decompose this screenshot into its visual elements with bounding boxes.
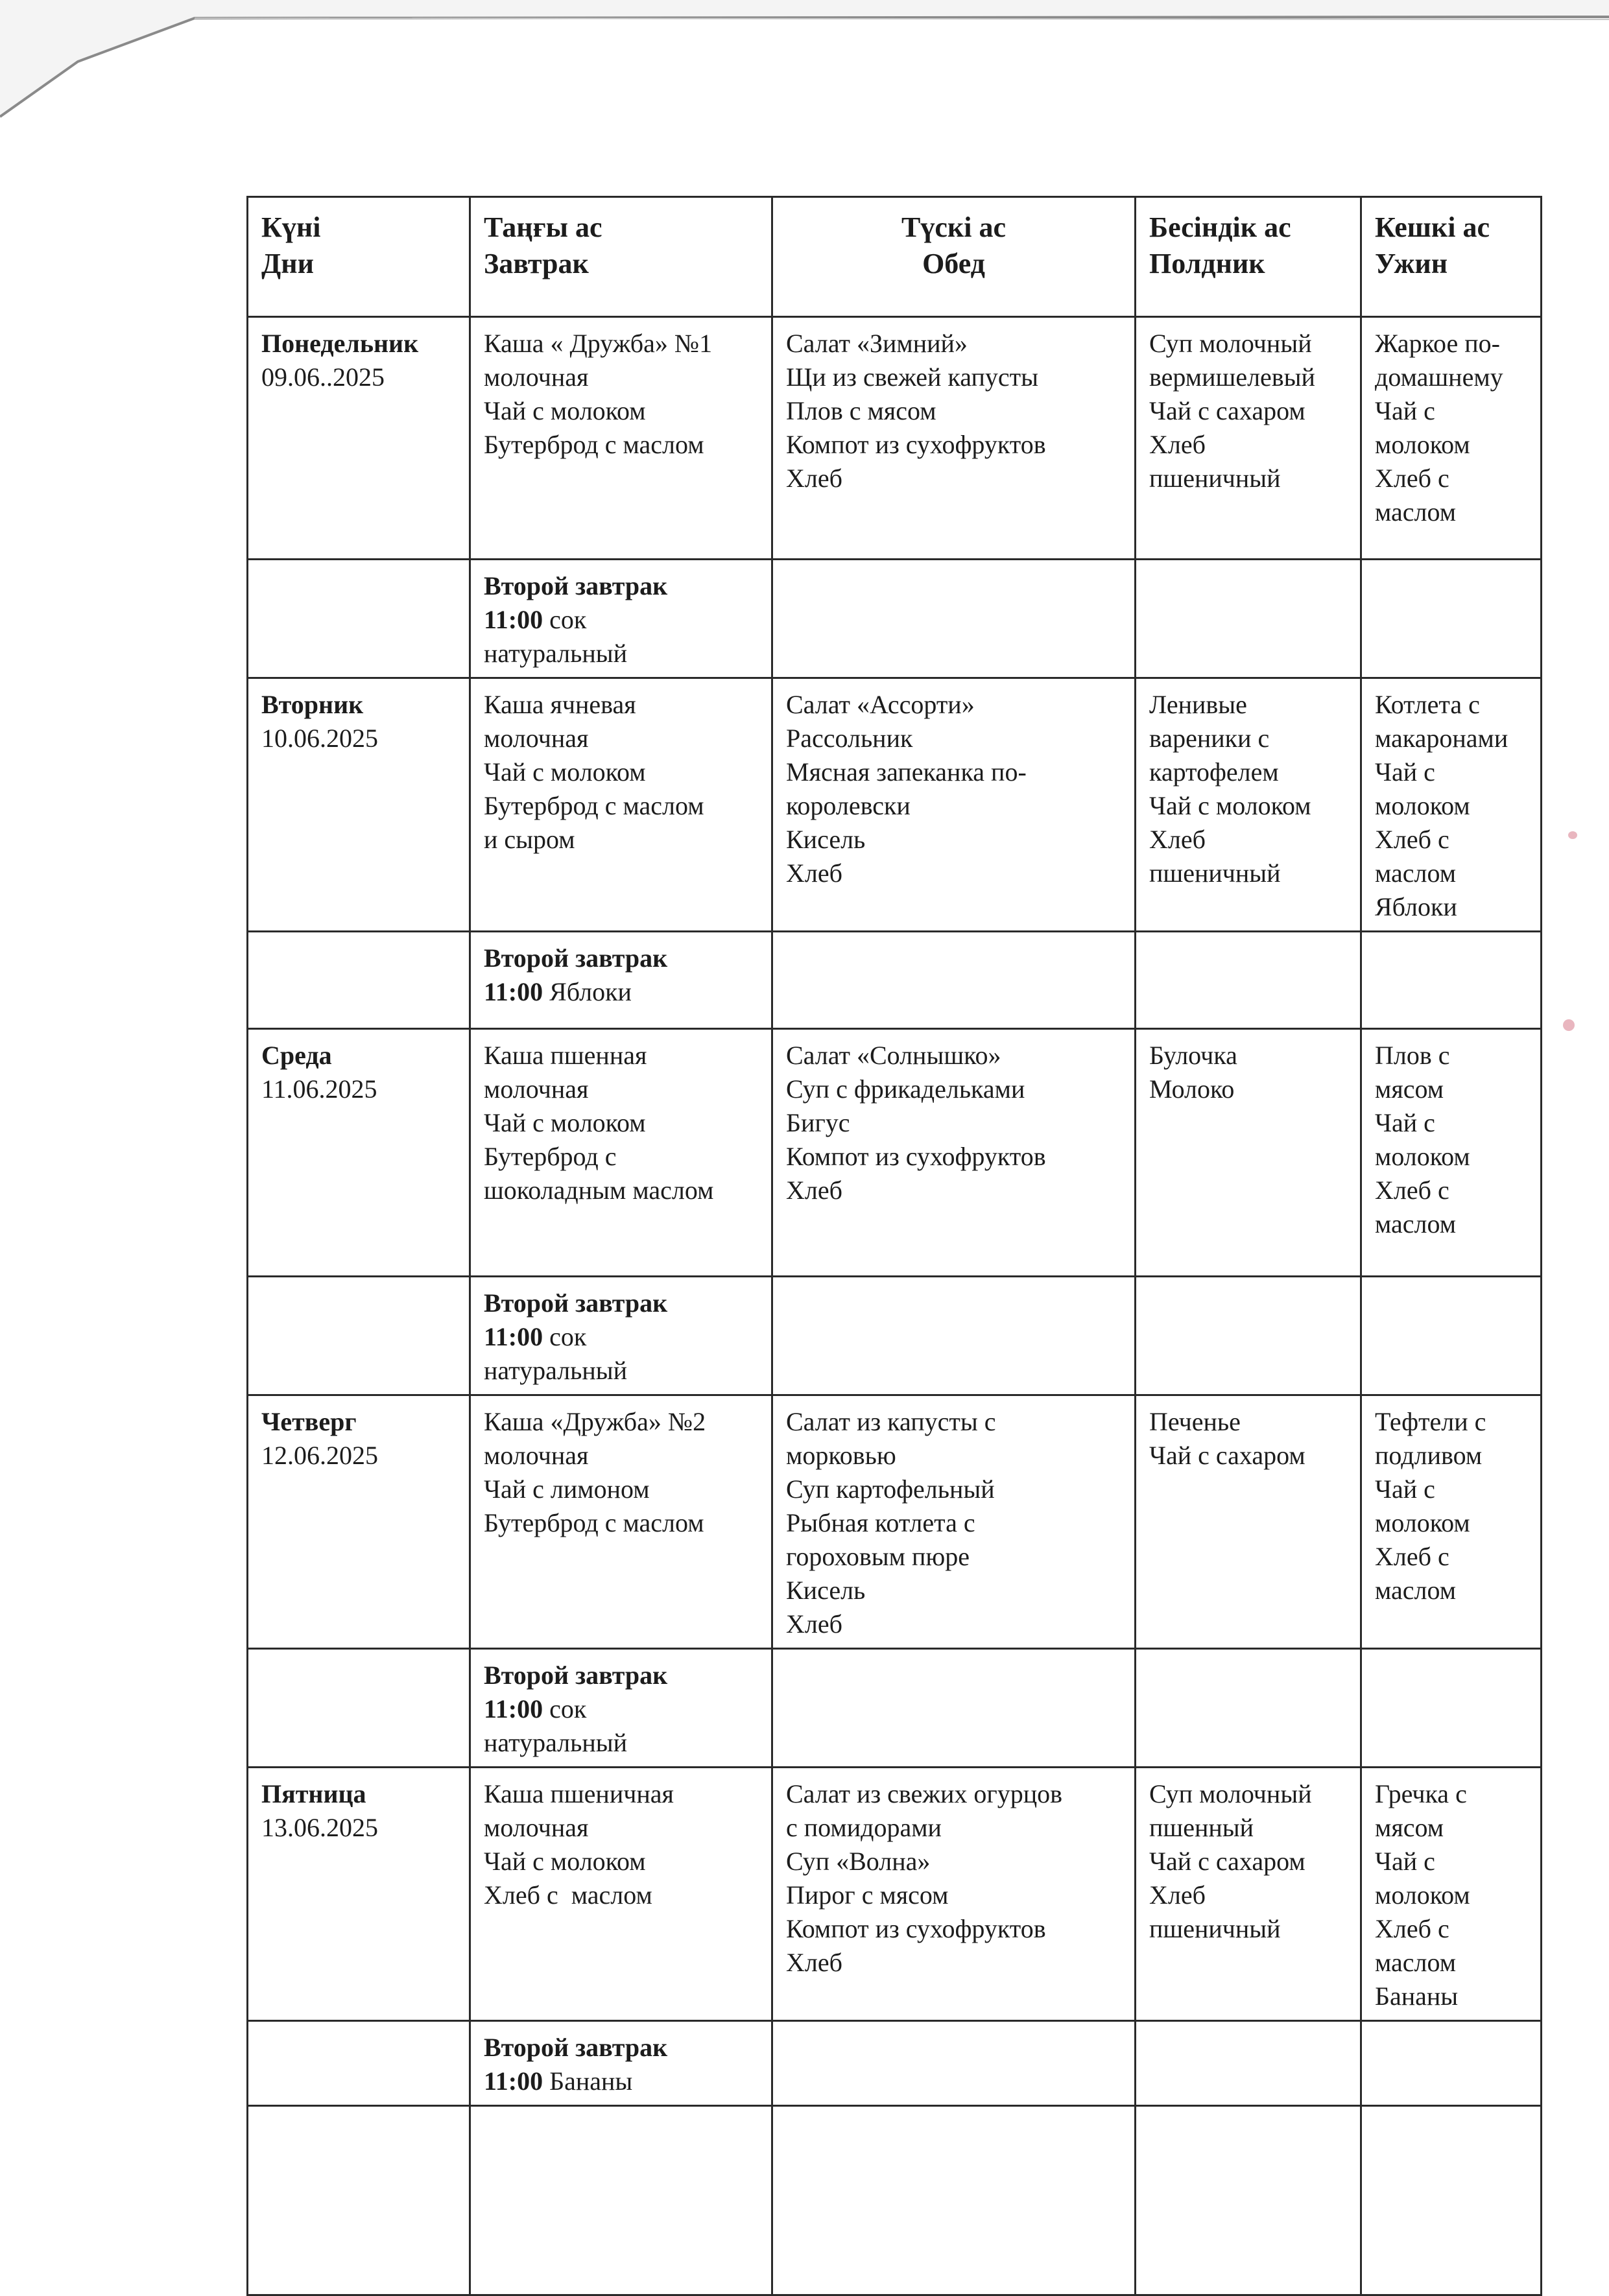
second-breakfast-cell bbox=[470, 560, 772, 678]
lunch-cell bbox=[772, 1768, 1136, 2021]
day-cell bbox=[248, 1768, 470, 2021]
header-day bbox=[248, 197, 470, 317]
menu-item: Тефтели с bbox=[1375, 1407, 1486, 1436]
second-breakfast-row bbox=[248, 932, 1542, 1029]
empty-cell bbox=[772, 932, 1136, 1029]
dinner-cell bbox=[1361, 678, 1542, 932]
header-breakfast-kz: Таңғы ас bbox=[484, 211, 602, 243]
empty-row bbox=[248, 2106, 1542, 2295]
scan-speck bbox=[1568, 831, 1577, 839]
menu-item: Чай с bbox=[1375, 1474, 1435, 1504]
menu-item: Бутерброд с bbox=[484, 1142, 617, 1171]
menu-item: пшеничный bbox=[1149, 464, 1281, 493]
menu-item: Мясная запеканка по- bbox=[786, 757, 1027, 787]
breakfast-cell bbox=[470, 1029, 772, 1277]
empty-cell bbox=[1136, 560, 1361, 678]
header-breakfast-ru: Завтрак bbox=[484, 248, 589, 279]
dinner-cell bbox=[1361, 317, 1542, 560]
menu-item: Хлеб с маслом bbox=[484, 1880, 652, 1910]
day-date: 10.06.2025 bbox=[261, 724, 378, 753]
second-breakfast-extra: натуральный bbox=[484, 1356, 628, 1385]
menu-item: Суп картофельный bbox=[786, 1474, 995, 1504]
menu-item: пшенный bbox=[1149, 1813, 1254, 1842]
empty-cell bbox=[1136, 1649, 1361, 1768]
day-cell bbox=[248, 678, 470, 932]
menu-item: Хлеб bbox=[1149, 430, 1206, 459]
snack-cell bbox=[1136, 1768, 1361, 2021]
day-date: 12.06.2025 bbox=[261, 1441, 378, 1470]
menu-item: Хлеб с bbox=[1375, 1542, 1449, 1571]
menu-item: Рассольник bbox=[786, 724, 913, 753]
header-dinner-kz: Кешкі ас bbox=[1375, 211, 1490, 243]
empty-cell bbox=[772, 2106, 1136, 2295]
snack-cell bbox=[1136, 1395, 1361, 1649]
menu-item: Чай с молоком bbox=[484, 1108, 646, 1137]
snack-cell bbox=[1136, 1029, 1361, 1277]
menu-item: Каша « Дружба» №1 bbox=[484, 329, 713, 358]
day-cell bbox=[248, 1395, 470, 1649]
menu-item: молочная bbox=[484, 1074, 589, 1104]
menu-item: маслом bbox=[1375, 497, 1457, 527]
menu-item: мясом bbox=[1375, 1813, 1444, 1842]
menu-item: Салат «Солнышко» bbox=[786, 1041, 1001, 1070]
header-snack bbox=[1136, 197, 1361, 317]
menu-item: Каша «Дружба» №2 bbox=[484, 1407, 706, 1436]
empty-cell bbox=[1136, 932, 1361, 1029]
menu-item: Хлеб bbox=[786, 1948, 842, 1977]
menu-item: Каша пшенная bbox=[484, 1041, 647, 1070]
menu-item: молочная bbox=[484, 362, 589, 392]
empty-cell bbox=[1361, 932, 1542, 1029]
scan-edge-shadow bbox=[0, 0, 1609, 169]
lunch-cell bbox=[772, 678, 1136, 932]
second-breakfast-item: сок bbox=[549, 1694, 587, 1723]
menu-item: молоком bbox=[1375, 430, 1470, 459]
header-dinner bbox=[1361, 197, 1542, 317]
menu-item: Хлеб bbox=[786, 1609, 842, 1639]
second-breakfast-row bbox=[248, 560, 1542, 678]
menu-item: Хлеб с bbox=[1375, 464, 1449, 493]
menu-item: Хлеб bbox=[1149, 1880, 1206, 1910]
menu-item: Чай с молоком bbox=[1149, 791, 1311, 820]
second-breakfast-cell bbox=[470, 932, 772, 1029]
day-row bbox=[248, 317, 1542, 560]
header-lunch-ru: Обед bbox=[922, 248, 985, 279]
menu-item: Плов с мясом bbox=[786, 396, 936, 425]
second-breakfast-label: Второй завтрак bbox=[484, 2033, 668, 2062]
menu-item: Котлета с bbox=[1375, 690, 1480, 719]
menu-item: молоком bbox=[1375, 1508, 1470, 1537]
second-breakfast-label: Второй завтрак bbox=[484, 1288, 668, 1318]
menu-item: морковью bbox=[786, 1441, 896, 1470]
menu-item: Гречка с bbox=[1375, 1779, 1467, 1808]
empty-cell bbox=[248, 2106, 470, 2295]
menu-item: и сыром bbox=[484, 825, 575, 854]
second-breakfast-item: Яблоки bbox=[549, 977, 632, 1006]
scan-speck bbox=[1563, 1019, 1575, 1031]
menu-item: шоколадным маслом bbox=[484, 1176, 714, 1205]
second-breakfast-label: Второй завтрак bbox=[484, 943, 668, 973]
menu-item: маслом bbox=[1375, 858, 1457, 888]
lunch-cell bbox=[772, 1395, 1136, 1649]
menu-item: Кисель bbox=[786, 1576, 866, 1605]
empty-cell bbox=[772, 560, 1136, 678]
second-breakfast-row bbox=[248, 1649, 1542, 1768]
menu-item: Рыбная котлета с bbox=[786, 1508, 975, 1537]
menu-item: Компот из сухофруктов bbox=[786, 1142, 1046, 1171]
menu-item: Салат из капусты с bbox=[786, 1407, 996, 1436]
menu-item: Чай с bbox=[1375, 1108, 1435, 1137]
second-breakfast-row bbox=[248, 2021, 1542, 2106]
header-lunch-kz: Түскі ас bbox=[901, 211, 1006, 243]
day-name: Понедельник bbox=[261, 329, 419, 358]
day-name: Вторник bbox=[261, 690, 364, 719]
second-breakfast-cell bbox=[470, 1277, 772, 1395]
dinner-cell bbox=[1361, 1395, 1542, 1649]
empty-cell bbox=[248, 2021, 470, 2106]
second-breakfast-time: 11:00 bbox=[484, 1322, 543, 1351]
empty-cell bbox=[248, 932, 470, 1029]
menu-item: молоком bbox=[1375, 1142, 1470, 1171]
menu-item: Бутерброд с маслом bbox=[484, 430, 704, 459]
menu-item: гороховым пюре bbox=[786, 1542, 970, 1571]
second-breakfast-time: 11:00 bbox=[484, 605, 543, 634]
menu-item: Печенье bbox=[1149, 1407, 1241, 1436]
header-breakfast bbox=[470, 197, 772, 317]
menu-item: Компот из сухофруктов bbox=[786, 430, 1046, 459]
menu-item: молочная bbox=[484, 1813, 589, 1842]
menu-item: Чай с bbox=[1375, 757, 1435, 787]
second-breakfast-label: Второй завтрак bbox=[484, 571, 668, 600]
empty-cell bbox=[1361, 1649, 1542, 1768]
menu-item: Чай с молоком bbox=[484, 757, 646, 787]
menu-item: Чай с bbox=[1375, 1847, 1435, 1876]
empty-cell bbox=[772, 1649, 1136, 1768]
menu-item: картофелем bbox=[1149, 757, 1279, 787]
menu-item: Хлеб bbox=[786, 858, 842, 888]
header-lunch bbox=[772, 197, 1136, 317]
menu-item: Булочка bbox=[1149, 1041, 1237, 1070]
breakfast-cell bbox=[470, 678, 772, 932]
menu-item: подливом bbox=[1375, 1441, 1483, 1470]
second-breakfast-row bbox=[248, 1277, 1542, 1395]
menu-item: макаронами bbox=[1375, 724, 1508, 753]
empty-cell bbox=[1361, 2021, 1542, 2106]
menu-item: Суп молочный bbox=[1149, 329, 1312, 358]
menu-item: Чай с молоком bbox=[484, 396, 646, 425]
empty-cell bbox=[248, 1277, 470, 1395]
menu-item: Хлеб с bbox=[1375, 1176, 1449, 1205]
second-breakfast-item: Бананы bbox=[549, 2066, 633, 2096]
header-snack-kz: Бесіндік ас bbox=[1149, 211, 1291, 243]
menu-item: пшеничный bbox=[1149, 858, 1281, 888]
menu-item: Хлеб с bbox=[1375, 825, 1449, 854]
header-dinner-ru: Ужин bbox=[1375, 248, 1448, 279]
breakfast-cell bbox=[470, 1395, 772, 1649]
menu-item: королевски bbox=[786, 791, 911, 820]
menu-item: Компот из сухофруктов bbox=[786, 1914, 1046, 1943]
header-snack-ru: Полдник bbox=[1149, 248, 1265, 279]
dinner-cell bbox=[1361, 1029, 1542, 1277]
menu-item: маслом bbox=[1375, 1576, 1457, 1605]
day-date: 09.06..2025 bbox=[261, 362, 385, 392]
menu-item: Чай с лимоном bbox=[484, 1474, 650, 1504]
day-row bbox=[248, 1395, 1542, 1649]
day-row bbox=[248, 1029, 1542, 1277]
menu-item: Салат «Ассорти» bbox=[786, 690, 975, 719]
header-day-ru: Дни bbox=[261, 248, 314, 279]
menu-item: Салат «Зимний» bbox=[786, 329, 968, 358]
empty-cell bbox=[1361, 560, 1542, 678]
menu-item: Чай с сахаром bbox=[1149, 1441, 1305, 1470]
day-row bbox=[248, 1768, 1542, 2021]
menu-item: Чай с молоком bbox=[484, 1847, 646, 1876]
menu-item: Ленивые bbox=[1149, 690, 1247, 719]
menu-item: Каша ячневая bbox=[484, 690, 636, 719]
menu-item: с помидорами bbox=[786, 1813, 942, 1842]
menu-item: Хлеб с bbox=[1375, 1914, 1449, 1943]
menu-item: Пирог с мясом bbox=[786, 1880, 949, 1910]
menu-item: Суп с фрикадельками bbox=[786, 1074, 1025, 1104]
breakfast-cell bbox=[470, 317, 772, 560]
menu-item: маслом bbox=[1375, 1948, 1457, 1977]
second-breakfast-cell bbox=[470, 2021, 772, 2106]
second-breakfast-extra: натуральный bbox=[484, 1728, 628, 1757]
second-breakfast-time: 11:00 bbox=[484, 977, 543, 1006]
second-breakfast-time: 11:00 bbox=[484, 1694, 543, 1723]
day-cell bbox=[248, 317, 470, 560]
menu-item: Плов с bbox=[1375, 1041, 1450, 1070]
menu-item: Хлеб bbox=[786, 464, 842, 493]
empty-cell bbox=[248, 560, 470, 678]
header-day-kz: Күні bbox=[261, 211, 321, 243]
second-breakfast-time: 11:00 bbox=[484, 2066, 543, 2096]
menu-item: вермишелевый bbox=[1149, 362, 1315, 392]
second-breakfast-item: сок bbox=[549, 1322, 587, 1351]
breakfast-cell bbox=[470, 1768, 772, 2021]
menu-item: молочная bbox=[484, 724, 589, 753]
empty-cell bbox=[772, 2021, 1136, 2106]
day-name: Пятница bbox=[261, 1779, 366, 1808]
empty-cell bbox=[1361, 2106, 1542, 2295]
lunch-cell bbox=[772, 317, 1136, 560]
day-date: 13.06.2025 bbox=[261, 1813, 378, 1842]
second-breakfast-label: Второй завтрак bbox=[484, 1661, 668, 1690]
day-name: Среда bbox=[261, 1041, 332, 1070]
lunch-cell bbox=[772, 1029, 1136, 1277]
day-cell bbox=[248, 1029, 470, 1277]
empty-cell bbox=[772, 1277, 1136, 1395]
menu-item: Бигус bbox=[786, 1108, 850, 1137]
second-breakfast-cell bbox=[470, 1649, 772, 1768]
menu-item: Салат из свежих огурцов bbox=[786, 1779, 1063, 1808]
menu-item: Бутерброд с маслом bbox=[484, 1508, 704, 1537]
menu-item: вареники с bbox=[1149, 724, 1270, 753]
second-breakfast-item: сок bbox=[549, 605, 587, 634]
menu-item: Чай с сахаром bbox=[1149, 1847, 1305, 1876]
empty-cell bbox=[1136, 2106, 1361, 2295]
empty-cell bbox=[1361, 1277, 1542, 1395]
menu-item: Щи из свежей капусты bbox=[786, 362, 1038, 392]
menu-item: Чай с bbox=[1375, 396, 1435, 425]
snack-cell bbox=[1136, 317, 1361, 560]
empty-cell bbox=[1136, 1277, 1361, 1395]
second-breakfast-extra: натуральный bbox=[484, 639, 628, 668]
day-row bbox=[248, 678, 1542, 932]
day-name: Четверг bbox=[261, 1407, 357, 1436]
menu-item: молоком bbox=[1375, 791, 1470, 820]
menu-item: пшеничный bbox=[1149, 1914, 1281, 1943]
menu-item: Бутерброд с маслом bbox=[484, 791, 704, 820]
menu-item: Молоко bbox=[1149, 1074, 1235, 1104]
header-row bbox=[248, 197, 1542, 317]
menu-item: маслом bbox=[1375, 1209, 1457, 1238]
menu-item: Чай с сахаром bbox=[1149, 396, 1305, 425]
snack-cell bbox=[1136, 678, 1361, 932]
menu-item: домашнему bbox=[1375, 362, 1503, 392]
empty-cell bbox=[470, 2106, 772, 2295]
menu-item: Кисель bbox=[786, 825, 866, 854]
empty-cell bbox=[248, 1649, 470, 1768]
dinner-cell bbox=[1361, 1768, 1542, 2021]
menu-item: Хлеб bbox=[1149, 825, 1206, 854]
menu-item: Бананы bbox=[1375, 1982, 1459, 2011]
menu-item: Суп «Волна» bbox=[786, 1847, 931, 1876]
menu-item: молочная bbox=[484, 1441, 589, 1470]
menu-item: Каша пшеничная bbox=[484, 1779, 674, 1808]
day-date: 11.06.2025 bbox=[261, 1074, 377, 1104]
menu-item: Хлеб bbox=[786, 1176, 842, 1205]
menu-item: мясом bbox=[1375, 1074, 1444, 1104]
menu-item: Яблоки bbox=[1375, 892, 1457, 921]
menu-item: молоком bbox=[1375, 1880, 1470, 1910]
menu-item: Жаркое по- bbox=[1375, 329, 1500, 358]
menu-item: Суп молочный bbox=[1149, 1779, 1312, 1808]
weekly-menu-table bbox=[246, 196, 1542, 2296]
empty-cell bbox=[1136, 2021, 1361, 2106]
